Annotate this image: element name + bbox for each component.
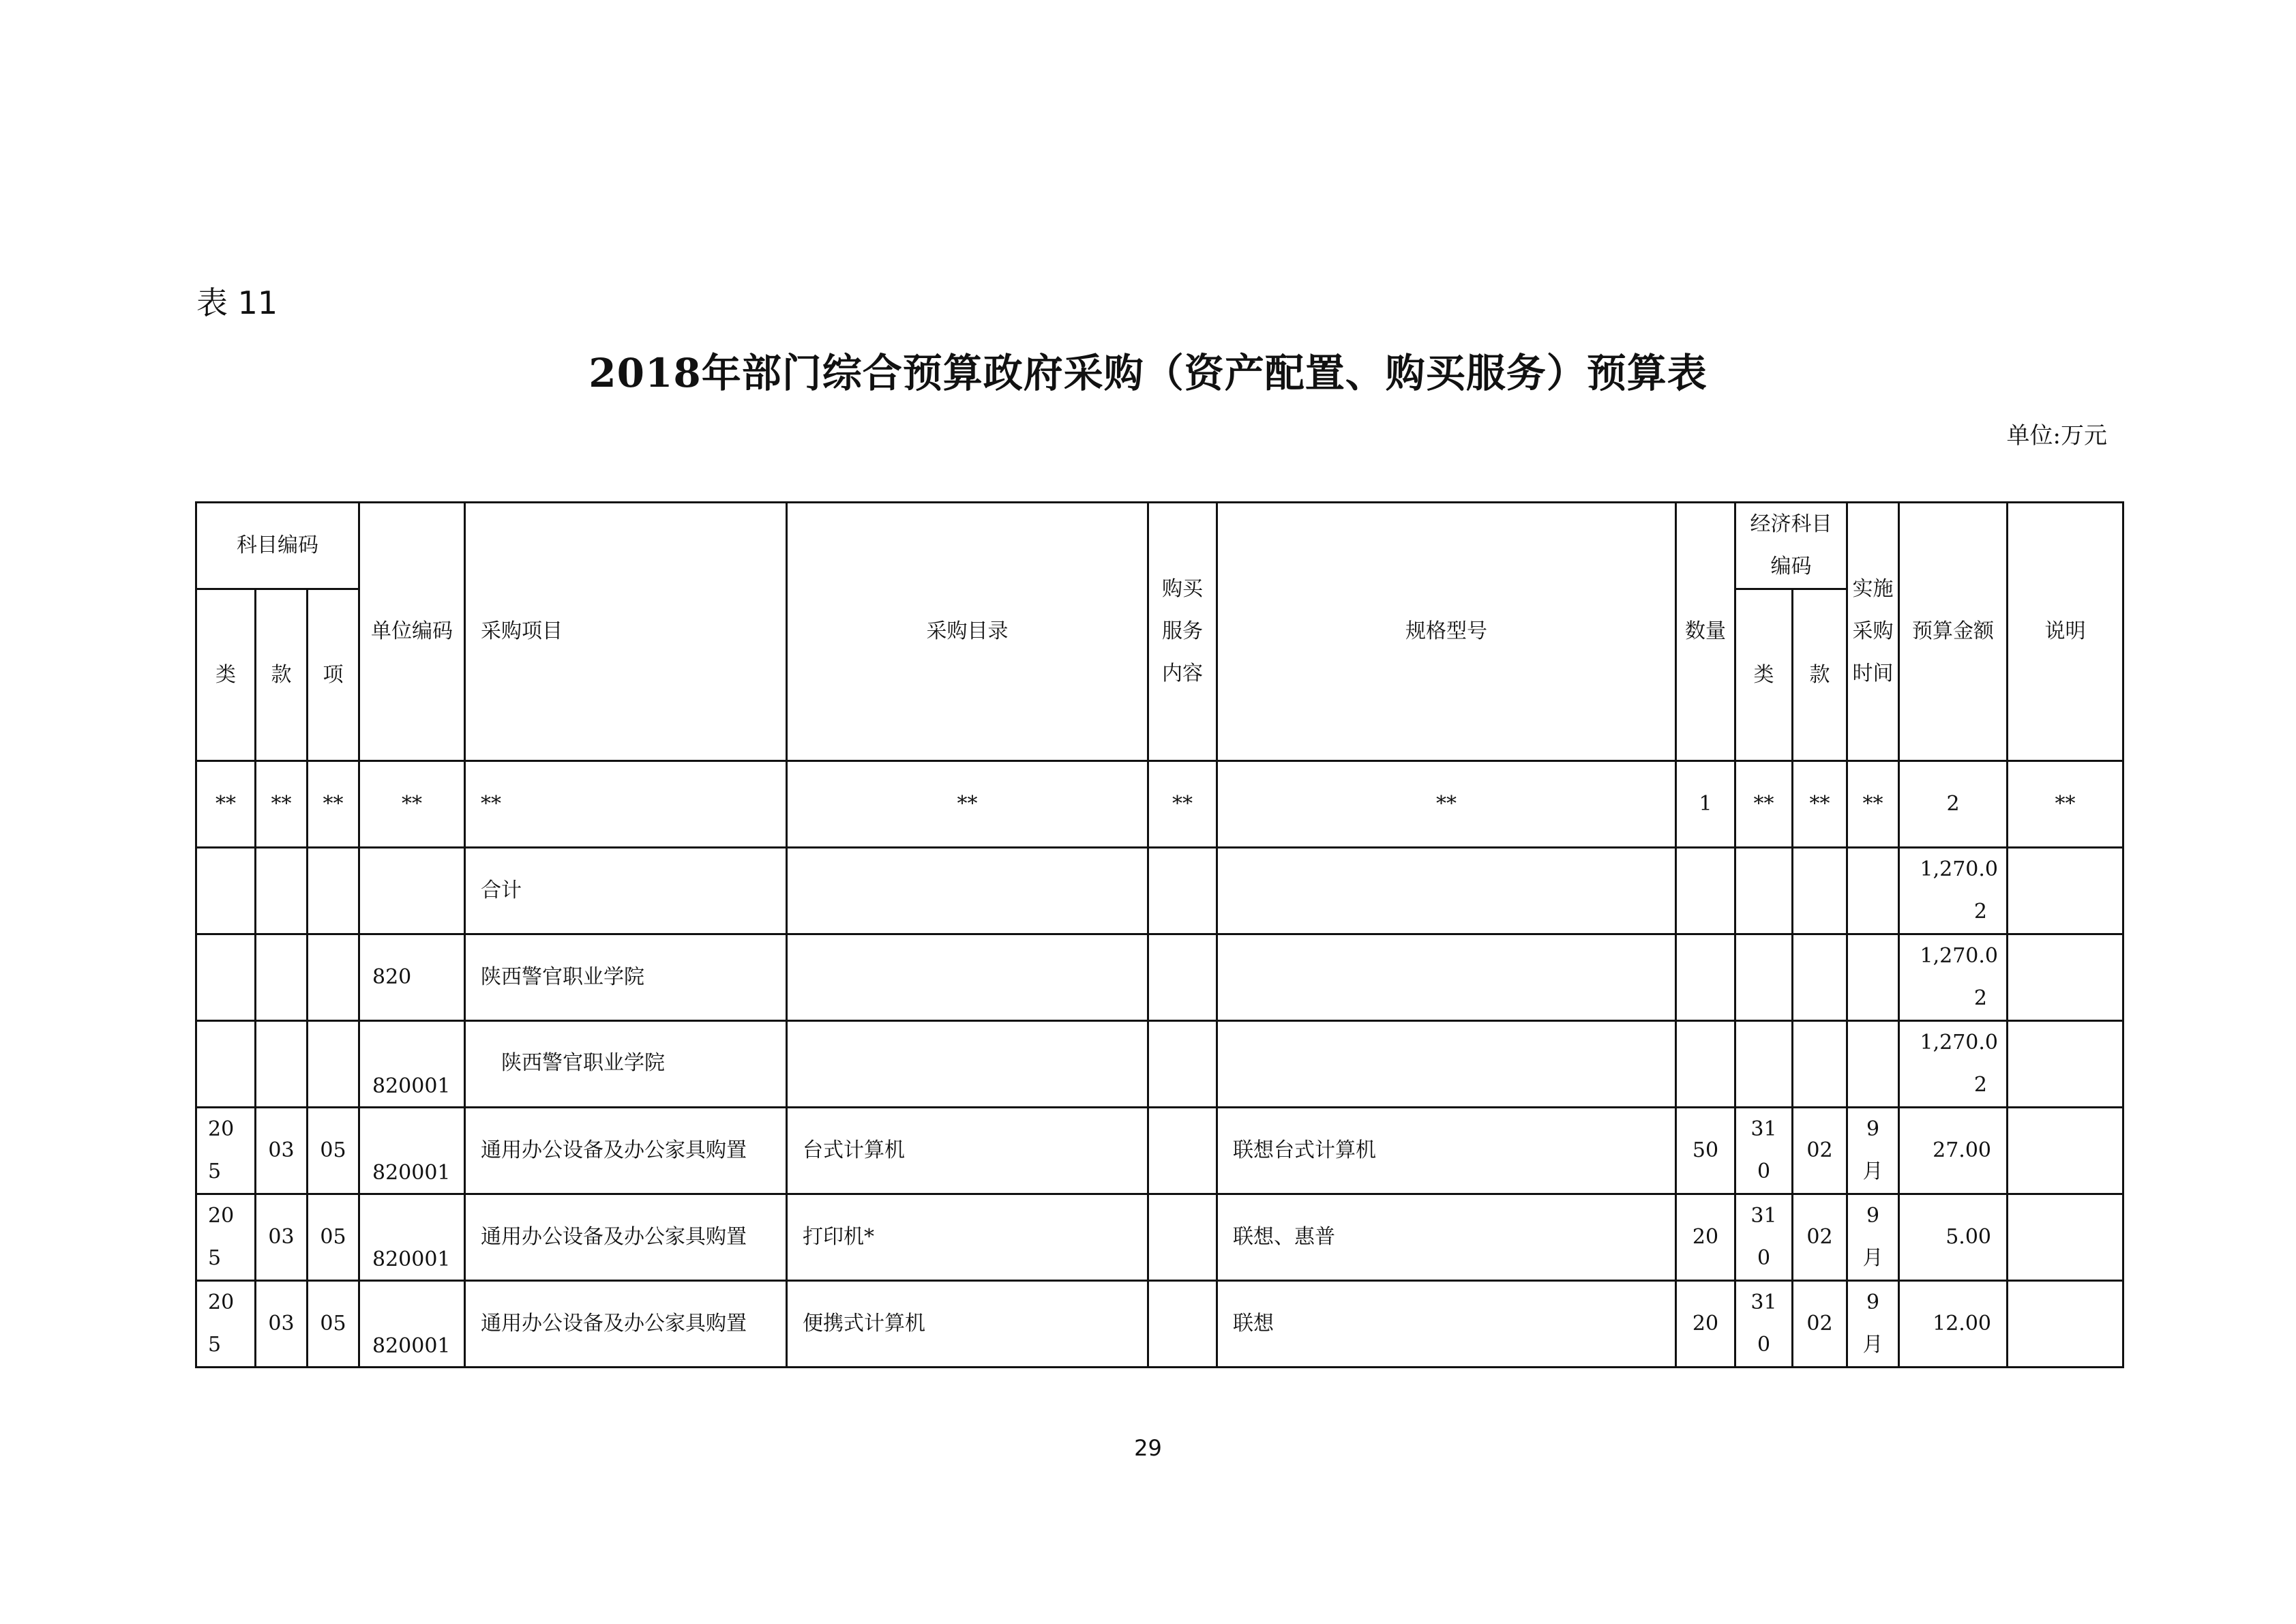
quantity-cell: 20 [1676,1281,1735,1368]
amount-cell [1899,1021,2008,1108]
header-note: 说明 [2008,503,2123,761]
amount-cell: 27.00 [1899,1108,2008,1194]
unit-label: 单位:万元 [2006,422,2107,449]
spec-cell: 联想 [1217,1281,1676,1368]
document-title: 2018年部门综合预算政府采购（资产配置、购买服务）预算表 [588,350,1708,396]
marker-cell: ** [465,761,787,848]
lei-line-1: 20 [208,1290,235,1314]
summary-row-total [196,848,2123,934]
lei-cell [196,1281,256,1368]
lei-line-1: 20 [208,1117,235,1141]
lei-line-2: 5 [208,1160,222,1183]
project-cell: 通用办公设备及办公家具购置 [465,1108,787,1194]
project-cell: 通用办公设备及办公家具购置 [465,1194,787,1281]
time-line-1: 9 [1866,1204,1880,1228]
marker-cell: ** [1793,761,1847,848]
header-project: 采购项目 [465,503,787,761]
unit-code-text: 820001 [372,1247,451,1271]
time-line-2: 月 [1862,1160,1883,1183]
marker-cell: ** [1148,761,1217,848]
amount-cell: 5.00 [1899,1194,2008,1281]
project-cell: 合计 [465,848,787,934]
header-econ-kuan: 款 [1793,589,1847,761]
summary-row-department [196,934,2123,1021]
marker-cell: 2 [1899,761,2008,848]
project-cell [465,1021,787,1108]
procurement-budget-table [195,501,2124,1368]
summary-row-unit [196,1021,2123,1108]
header-econ-code: 经济科目编码 [1735,503,1847,589]
amount-line-2: 2 [1973,986,1987,1010]
header-service-content: 购买服务内容 [1148,503,1217,761]
catalog-cell: 便携式计算机 [787,1281,1148,1368]
econ-lei-line-1: 31 [1750,1204,1777,1228]
note-cell [2008,1281,2123,1368]
project-text: 陕西警官职业学院 [501,1051,665,1075]
note-cell [2008,1194,2123,1281]
marker-row [196,761,2123,848]
time-cell [1847,1281,1899,1368]
econ-lei-cell [1735,1108,1793,1194]
service-cell [1148,1194,1217,1281]
header-quantity: 数量 [1676,503,1735,761]
unit-code-text: 820001 [372,1334,451,1358]
service-cell [1148,1108,1217,1194]
unit-code-cell: 820 [359,934,465,1021]
spec-cell: 联想、惠普 [1217,1194,1676,1281]
page-number: 29 [1134,1435,1162,1461]
amount-cell [1899,934,2008,1021]
econ-lei-line-2: 0 [1757,1160,1771,1183]
amount-cell: 12.00 [1899,1281,2008,1368]
kuan-cell: 03 [256,1281,308,1368]
header-xiang: 项 [308,589,359,761]
econ-lei-line-1: 31 [1750,1290,1777,1314]
item-row [196,1108,2123,1194]
spec-cell: 联想台式计算机 [1217,1108,1676,1194]
marker-cell: ** [787,761,1148,848]
xiang-cell: 05 [308,1108,359,1194]
service-cell [1148,1281,1217,1368]
unit-code-cell [359,848,465,934]
econ-lei-cell [1735,1194,1793,1281]
header-kuan: 款 [256,589,308,761]
item-row [196,1194,2123,1281]
unit-code-text: 820001 [372,1074,451,1098]
lei-line-2: 5 [208,1333,222,1357]
xiang-cell: 05 [308,1281,359,1368]
unit-code-cell [359,1108,465,1194]
item-row [196,1281,2123,1368]
marker-cell: ** [1217,761,1676,848]
marker-cell: ** [308,761,359,848]
header-unit-code: 单位编码 [359,503,465,761]
time-cell [1847,1108,1899,1194]
unit-code-text: 820001 [372,1161,451,1185]
unit-code-cell [359,1021,465,1108]
unit-code-cell [359,1194,465,1281]
catalog-cell: 打印机* [787,1194,1148,1281]
time-cell [1847,1194,1899,1281]
econ-kuan-cell: 02 [1793,1108,1847,1194]
marker-cell: ** [256,761,308,848]
marker-cell: ** [2008,761,2123,848]
lei-line-2: 5 [208,1246,222,1270]
header-subject-code: 科目编码 [196,503,359,589]
amount-line-1: 1,270.0 [1920,944,1998,968]
amount-line-2: 2 [1973,900,1987,924]
quantity-cell: 20 [1676,1194,1735,1281]
catalog-cell: 台式计算机 [787,1108,1148,1194]
amount-line-2: 2 [1973,1073,1987,1097]
header-impl-time: 实施采购时间 [1847,503,1899,761]
time-line-1: 9 [1866,1117,1880,1141]
marker-cell: 1 [1676,761,1735,848]
econ-lei-line-2: 0 [1757,1246,1771,1270]
econ-lei-line-1: 31 [1750,1117,1777,1141]
time-line-2: 月 [1862,1246,1883,1270]
lei-cell [196,1108,256,1194]
marker-cell: ** [196,761,256,848]
quantity-cell: 50 [1676,1108,1735,1194]
marker-cell: ** [1735,761,1793,848]
amount-line-1: 1,270.0 [1920,857,1998,881]
econ-kuan-cell: 02 [1793,1194,1847,1281]
unit-code-cell [359,1281,465,1368]
note-cell [2008,1108,2123,1194]
table-label: 表 11 [196,284,278,321]
kuan-cell: 03 [256,1108,308,1194]
lei-line-1: 20 [208,1204,235,1228]
project-cell: 通用办公设备及办公家具购置 [465,1281,787,1368]
kuan-cell: 03 [256,1194,308,1281]
lei-cell [196,1194,256,1281]
amount-cell [1899,848,2008,934]
time-line-2: 月 [1862,1333,1883,1357]
header-amount: 预算金额 [1899,503,2008,761]
econ-lei-line-2: 0 [1757,1333,1771,1357]
header-spec: 规格型号 [1217,503,1676,761]
header-econ-lei: 类 [1735,589,1793,761]
header-lei: 类 [196,589,256,761]
xiang-cell: 05 [308,1194,359,1281]
header-catalog: 采购目录 [787,503,1148,761]
marker-cell: ** [1847,761,1899,848]
amount-line-1: 1,270.0 [1920,1031,1998,1054]
econ-kuan-cell: 02 [1793,1281,1847,1368]
header-row-1 [196,503,2123,589]
econ-lei-cell [1735,1281,1793,1368]
project-cell: 陕西警官职业学院 [465,934,787,1021]
marker-cell: ** [359,761,465,848]
time-line-1: 9 [1866,1290,1880,1314]
